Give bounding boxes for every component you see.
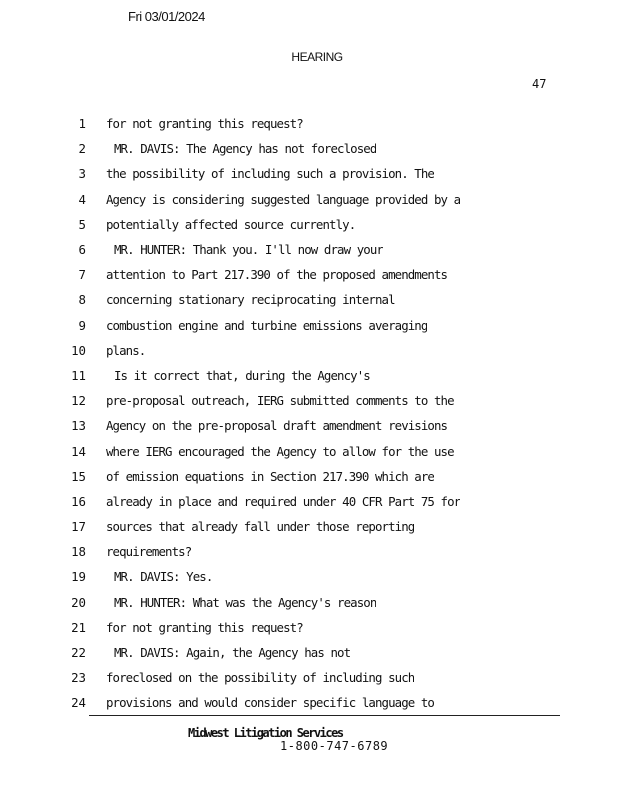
line-text: MR. HUNTER: What was the Agency's reason	[114, 594, 377, 610]
line-text: attention to Part 217.390 of the proposed amendments	[106, 267, 448, 283]
line-number: 5	[78, 216, 86, 232]
transcript-line	[60, 161, 560, 186]
line-number: 10	[71, 342, 86, 358]
transcript-line	[60, 590, 560, 615]
line-text: already in place and required under 40 CFR Part 75 for	[106, 493, 461, 509]
transcript-line	[60, 615, 560, 640]
transcript-line	[60, 338, 560, 363]
transcript-line	[60, 287, 560, 312]
line-number: 16	[71, 493, 86, 509]
line-text: pre-proposal outreach, IERG submitted comments to the	[106, 393, 454, 409]
line-text: Agency is considering suggested language provided by a	[106, 191, 461, 207]
line-number: 24	[71, 695, 86, 711]
transcript-line	[60, 136, 560, 161]
transcript-line	[60, 363, 560, 388]
line-number: 6	[78, 242, 86, 258]
transcript-line	[60, 564, 560, 589]
line-text: Is it correct that, during the Agency's	[114, 367, 370, 383]
line-text: MR. DAVIS: The Agency has not foreclosed	[114, 141, 377, 157]
line-text: Agency on the pre-proposal draft amendment revisions	[106, 418, 448, 434]
line-text: of emission equations in Section 217.390 which are	[106, 468, 434, 484]
transcript-line	[60, 111, 560, 136]
transcript-line	[60, 438, 560, 463]
transcript-line	[60, 187, 560, 212]
transcript-line	[60, 237, 560, 262]
line-number: 11	[71, 367, 86, 383]
transcript-line	[60, 489, 560, 514]
line-number: 9	[78, 317, 86, 333]
transcript-lines	[60, 111, 560, 716]
line-text: requirements?	[106, 544, 192, 560]
transcript-line	[60, 388, 560, 413]
line-text: MR. DAVIS: Yes.	[114, 569, 213, 585]
footer-divider	[89, 715, 560, 716]
line-text: provisions and would consider specific language to	[106, 695, 434, 711]
line-text: combustion engine and turbine emissions averaging	[106, 317, 428, 333]
line-text: for not granting this request?	[106, 116, 303, 132]
line-text: sources that already fall under those reporting	[106, 519, 415, 535]
line-number: 18	[71, 544, 86, 560]
line-number: 7	[78, 267, 86, 283]
line-text: MR. DAVIS: Again, the Agency has not	[114, 645, 351, 661]
line-number: 23	[71, 670, 86, 686]
transcript-line	[60, 464, 560, 489]
line-text: MR. HUNTER: Thank you. I'll now draw your	[114, 242, 383, 258]
line-number: 21	[71, 619, 86, 635]
line-text: potentially affected source currently.	[106, 216, 356, 232]
line-number: 15	[71, 468, 86, 484]
line-number: 19	[71, 569, 86, 585]
line-text: where IERG encouraged the Agency to allow for the use	[106, 443, 454, 459]
line-number: 3	[78, 166, 86, 182]
transcript-line	[60, 690, 560, 715]
transcript-line	[60, 640, 560, 665]
line-number: 20	[71, 594, 86, 610]
line-number: 17	[71, 519, 86, 535]
line-number: 8	[78, 292, 86, 308]
page-title: HEARING	[291, 50, 343, 64]
page-number: 47	[532, 77, 547, 91]
line-text: plans.	[106, 342, 146, 358]
line-number: 4	[78, 191, 86, 207]
transcript-line	[60, 262, 560, 287]
footer-phone: 1-800-747-6789	[280, 739, 389, 753]
transcript-line	[60, 313, 560, 338]
line-number: 22	[71, 645, 86, 661]
line-number: 14	[71, 443, 86, 459]
line-text: for not granting this request?	[106, 619, 303, 635]
line-number: 2	[78, 141, 86, 157]
line-number: 12	[71, 393, 86, 409]
line-number: 13	[71, 418, 86, 434]
transcript-line	[60, 413, 560, 438]
footer-company: Midwest Litigation Services	[188, 726, 343, 740]
transcript-line	[60, 665, 560, 690]
line-number: 1	[78, 116, 86, 132]
transcript-line	[60, 539, 560, 564]
line-text: the possibility of including such a provision. The	[106, 166, 434, 182]
line-text: concerning stationary reciprocating internal	[106, 292, 395, 308]
transcript-line	[60, 514, 560, 539]
line-text: foreclosed on the possibility of including such	[106, 670, 415, 686]
header-date-label: Fri 03/01/2024	[128, 9, 205, 24]
transcript-line	[60, 212, 560, 237]
